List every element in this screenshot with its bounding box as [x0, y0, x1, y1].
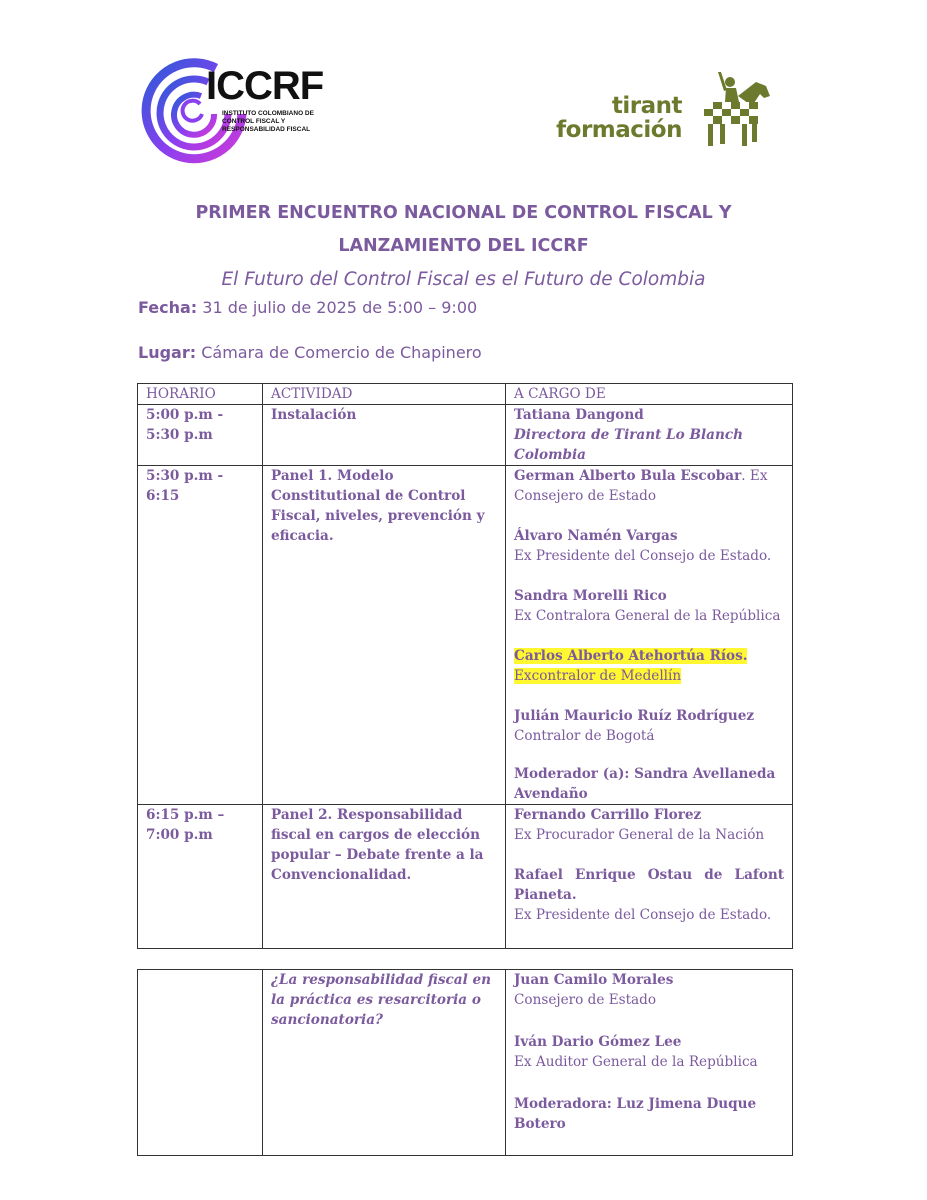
activity-line: Fiscal, niveles, prevención y — [271, 508, 485, 524]
moderator-name: Moderadora: Luz Jimena Duque — [514, 1096, 757, 1112]
row-speakers — [506, 805, 793, 949]
row-activity — [263, 466, 506, 805]
activity-line: Panel 1. Modelo — [271, 468, 394, 484]
knight-horse-icon — [694, 68, 776, 150]
speaker-role: Ex Procurador General de la Nación — [514, 827, 765, 843]
row-speakers — [506, 405, 793, 466]
speaker-role: Ex Auditor General de la República — [514, 1054, 758, 1070]
iccrf-wordmark-subtitle: INSTITUTO COLOMBIANO DE CONTROL FISCAL Y RESPONSABILIDAD FISCAL — [222, 110, 314, 133]
speaker-name: Juan Camilo Morales — [514, 972, 674, 988]
row-time — [138, 405, 263, 466]
speaker-role-highlighted: Excontralor de Medellín — [514, 668, 682, 684]
activity-line: eficacia. — [271, 528, 334, 544]
time-line: 5:00 p.m - — [146, 407, 224, 423]
row-time — [138, 805, 263, 949]
moderator-name-cont: Avendaño — [514, 786, 588, 802]
column-header-a-cargo-de: A CARGO DE — [506, 384, 793, 405]
speaker-entry — [514, 466, 784, 486]
fecha-label: Fecha: — [138, 298, 198, 317]
event-place — [138, 341, 482, 365]
speaker-name: Rafael Enrique Ostau de Lafont — [514, 867, 784, 883]
title-line-1: PRIMER ENCUENTRO NACIONAL DE CONTROL FISCAL Y — [195, 203, 732, 223]
activity-text: Instalación — [271, 407, 357, 423]
speaker-name: Sandra Morelli Rico — [514, 588, 667, 604]
speaker-role: Consejero de Estado — [514, 488, 657, 504]
time-line: 6:15 p.m – — [146, 807, 225, 823]
activity-line: ¿La responsabilidad fiscal en — [271, 972, 492, 988]
event-subtitle: El Futuro del Control Fiscal es el Futuro de Colombia — [221, 269, 706, 290]
speaker-name: Fernando Carrillo Florez — [514, 807, 702, 823]
time-line: 7:00 p.m — [146, 827, 213, 843]
row-activity — [263, 805, 506, 949]
time-line: 5:30 p.m — [146, 427, 213, 443]
activity-line: Panel 2. Responsabilidad — [271, 807, 463, 823]
iccrf-logo — [138, 54, 338, 166]
title-line-2: LANZAMIENTO DEL ICCRF — [338, 236, 589, 256]
iccrf-wordmark: ICCRF — [206, 64, 324, 108]
tirant-formacion-logo — [556, 68, 786, 154]
activity-line: fiscal en cargos de elección — [271, 827, 481, 843]
table-row — [138, 405, 793, 466]
fecha-value: 31 de julio de 2025 de 5:00 – 9:00 — [197, 298, 478, 317]
time-line: 5:30 p.m - — [146, 468, 224, 484]
activity-line: Constitutional de Control — [271, 488, 466, 504]
table-row — [138, 805, 793, 949]
column-header-actividad: ACTIVIDAD — [263, 384, 506, 405]
speaker-inline-note: . Ex — [741, 468, 768, 484]
lugar-label: Lugar: — [138, 343, 197, 362]
activity-line: popular – Debate frente a la — [271, 847, 484, 863]
row-speakers — [506, 970, 793, 1156]
moderator-name: Moderador (a): Sandra Avellaneda — [514, 766, 776, 782]
speaker-role: Directora de Tirant Lo Blanch — [514, 427, 743, 443]
agenda-table — [137, 383, 793, 949]
speaker-role: Contralor de Bogotá — [514, 728, 655, 744]
row-speakers — [506, 466, 793, 805]
table-row — [138, 970, 793, 1156]
activity-line: Convencionalidad. — [271, 867, 412, 883]
lugar-value: Cámara de Comercio de Chapinero — [196, 343, 482, 362]
speaker-role: Ex Contralora General de la República — [514, 608, 781, 624]
speaker-name: Álvaro Namén Vargas — [514, 528, 678, 544]
row-time-empty — [138, 970, 263, 1156]
speaker-name: Tatiana Dangond — [514, 407, 644, 423]
tirant-wordmark — [556, 94, 682, 142]
row-activity — [263, 970, 506, 1156]
agenda-table-continued — [137, 969, 793, 1156]
time-line: 6:15 — [146, 488, 180, 504]
speaker-role: Ex Presidente del Consejo de Estado. — [514, 548, 772, 564]
table-row — [138, 466, 793, 805]
event-date — [138, 296, 477, 320]
tirant-line1: tirant — [611, 93, 682, 119]
column-header-horario: HORARIO — [138, 384, 263, 405]
speaker-role: Colombia — [514, 447, 586, 463]
row-activity — [263, 405, 506, 466]
speaker-name: German Alberto Bula Escobar — [514, 468, 742, 484]
activity-line: sancionatoria? — [271, 1012, 383, 1028]
table-header-row — [138, 384, 793, 405]
speaker-name: Julián Mauricio Ruíz Rodríguez — [514, 708, 755, 724]
row-time — [138, 466, 263, 805]
activity-line: la práctica es resarcitoria o — [271, 992, 481, 1008]
speaker-name-cont: Pianeta. — [514, 887, 577, 903]
speaker-name: Iván Dario Gómez Lee — [514, 1034, 682, 1050]
tirant-line2: formación — [556, 117, 682, 143]
speaker-role: Ex Presidente del Consejo de Estado. — [514, 907, 772, 923]
moderator-name-cont: Botero — [514, 1116, 566, 1132]
speaker-role: Consejero de Estado — [514, 992, 657, 1008]
speaker-name-highlighted: Carlos Alberto Atehortúa Ríos. — [514, 648, 748, 664]
